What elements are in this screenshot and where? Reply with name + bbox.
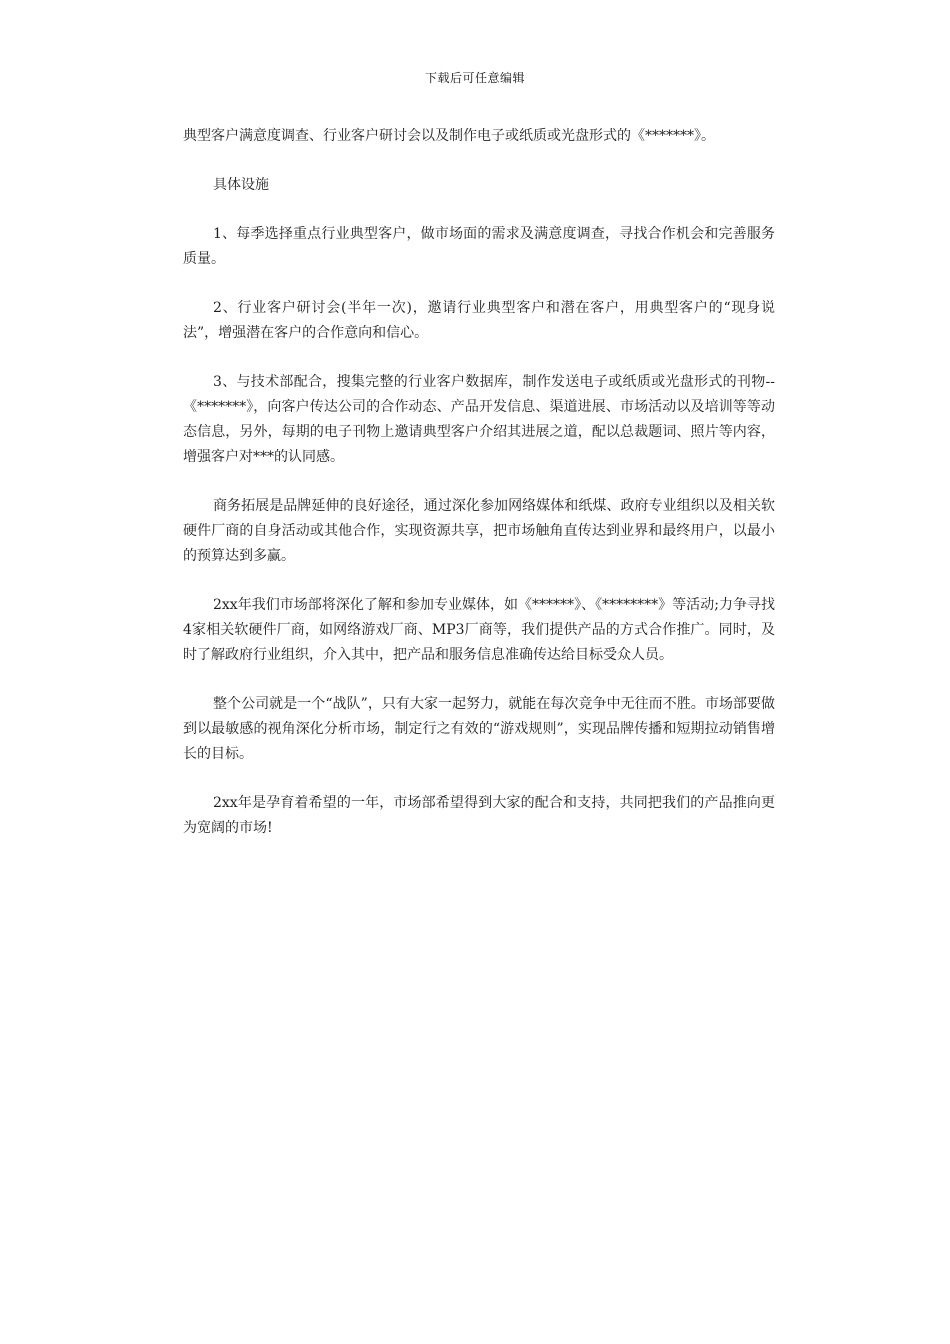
paragraph-closing: 2xx年是孕育着希望的一年，市场部希望得到大家的配合和支持，共同把我们的产品推向更为宽阔的市场! — [183, 795, 775, 836]
paragraph-item-2: 2、行业客户研讨会(半年一次)，邀请行业典型客户和潜在客户，用典型客户的“现身说法”，增强潜在客户的合作意向和信心。 — [183, 300, 775, 341]
paragraph-team: 整个公司就是一个“战队”，只有大家一起努力，就能在每次竞争中无往而不胜。市场部要做到以最敏感的视角深化分析市场，制定行之有效的“游戏规则”，实现品牌传播和短期拉动销售增长的目标。 — [183, 696, 775, 762]
document-body — [183, 124, 775, 865]
paragraph-business-expansion: 商务拓展是品牌延伸的良好途径，通过深化参加网络媒体和纸煤、政府专业组织以及相关软硬件厂商的自身活动或其他合作，实现资源共享，把市场触角直传达到业界和最终用户，以最小的预算达到多赢。 — [183, 498, 775, 564]
paragraph-item-1: 1、每季选择重点行业典型客户，做市场面的需求及满意度调查，寻找合作机会和完善服务质量。 — [183, 226, 775, 267]
paragraph-item-3: 3、与技术部配合，搜集完整的行业客户数据库，制作发送电子或纸质或光盘形式的刊物--《*******》，向客户传达公司的合作动态、产品开发信息、渠道进展、市场活动以及培训等等动态信息，另外，每期的电子刊物上邀请典型客户介绍其进展之道，配以总裁题词、照片等内容，增强客户对***的认同感。 — [183, 374, 775, 465]
paragraph-survey-intro: 典型客户满意度调查、行业客户研讨会以及制作电子或纸质或光盘形式的《*******》。 — [183, 128, 715, 144]
section-heading-measures: 具体设施 — [213, 177, 269, 193]
paragraph-media-plan: 2xx年我们市场部将深化了解和参加专业媒体，如《******》、《********》等活动;力争寻找4家相关软硬件厂商，如网络游戏厂商、MP3厂商等，我们提供产品的方式合作推广。同时，及时了解政府行业组织，介入其中，把产品和服务信息准确传达给目标受众人员。 — [183, 597, 775, 663]
page-header-note: 下载后可任意编辑 — [424, 71, 525, 85]
